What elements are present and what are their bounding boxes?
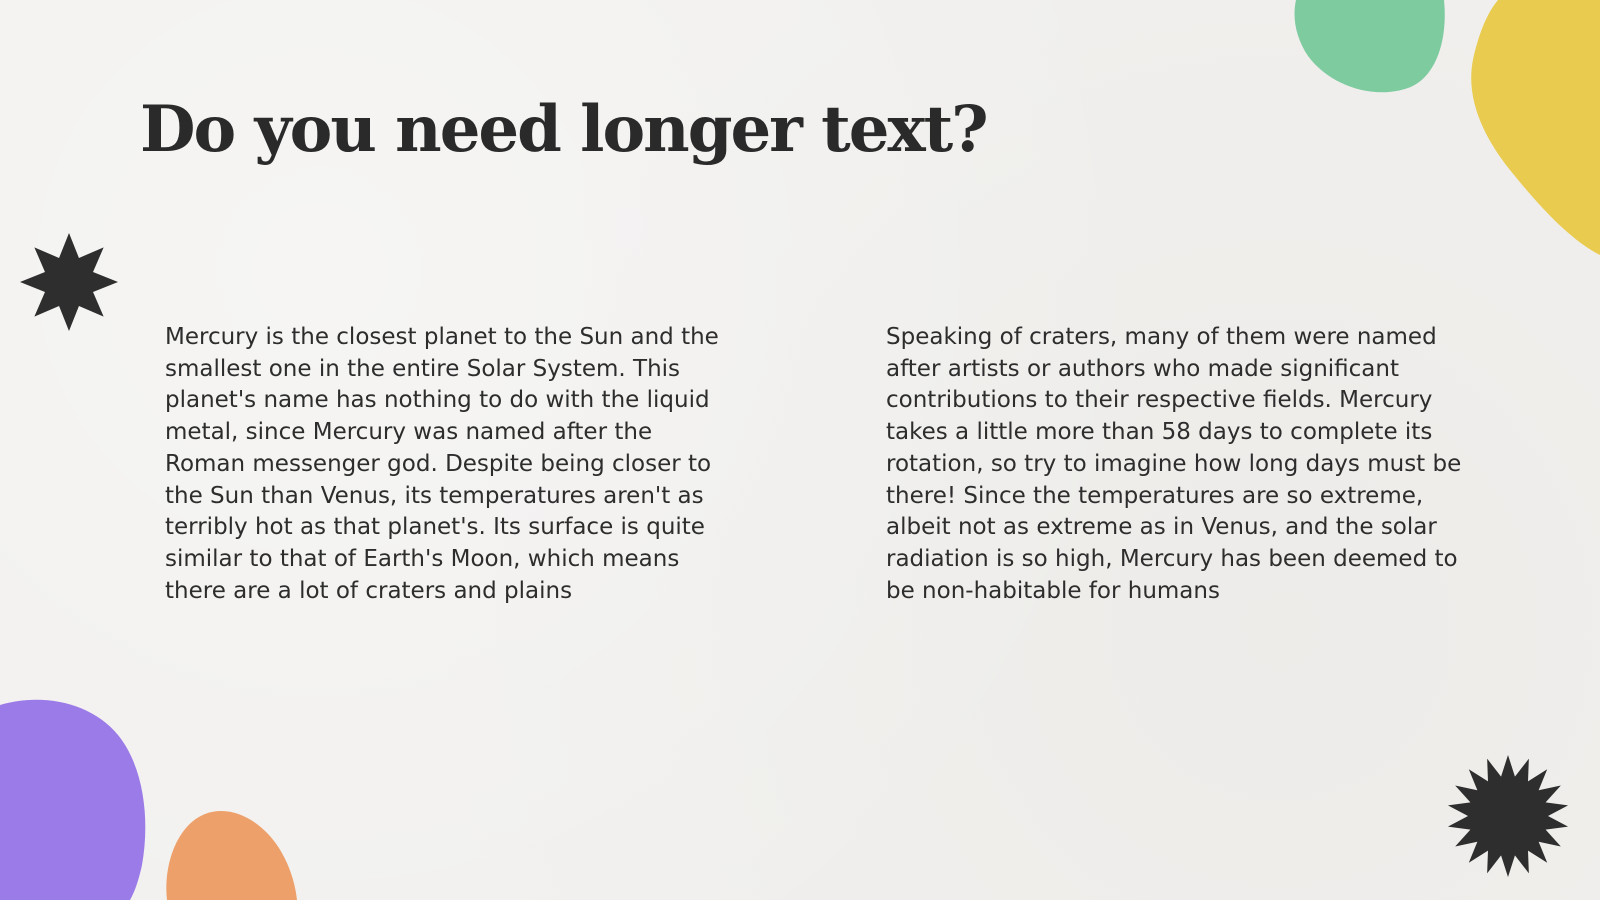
green-blob-shape [1290,0,1450,95]
orange-blob-shape [165,810,300,900]
slide-title: Do you need longer text? [140,92,987,167]
star-burst-icon [1446,754,1570,878]
star-8-point-icon [19,232,119,332]
left-paragraph: Mercury is the closest planet to the Sun and the smallest one in the entire Solar System. This planet's name has nothing to do with the liquid metal, since Mercury was named after the Roman messenger god. Despite being closer to the Sun than Venus, its temperatures aren't as terribly hot as that planet's. Its surface is quite similar to that of Earth's Moon, which means there are a lot of craters and plains [165,324,719,604]
yellow-blob-shape [1470,0,1600,260]
purple-blob-shape [0,695,150,900]
right-paragraph: Speaking of craters, many of them were named after artists or authors who made significant contributions to their respective fields. Mercury takes a little more than 58 days to complete its rotation, so try to imagine how long days must be there! Since the temperatures are so extreme, albeit not as extreme as in Venus, and the solar radiation is so high, Mercury has been deemed to be non-habitable for humans [886,324,1462,604]
